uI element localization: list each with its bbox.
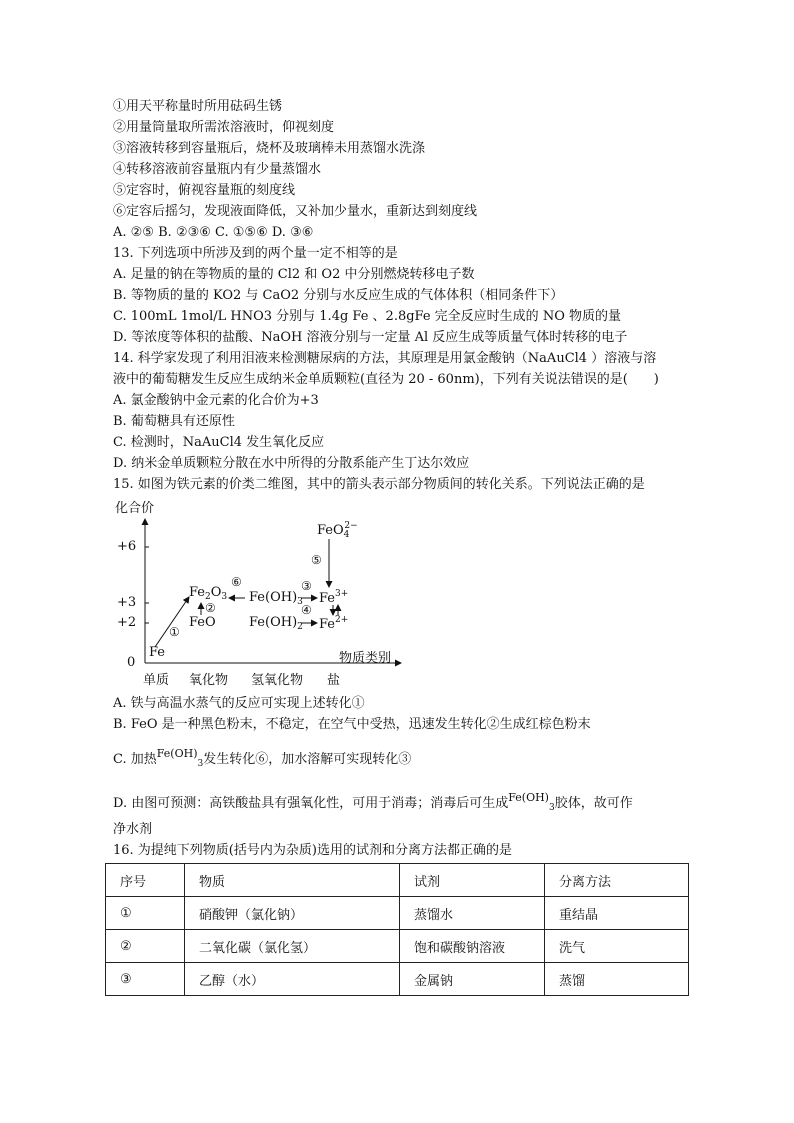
q13-stem: 13. 下列选项中所涉及到的两个量一定不相等的是 xyxy=(113,246,398,261)
node-fe: Fe xyxy=(149,645,166,660)
q15-option-b: B. FeO 是一种黑色粉末，不稳定，在空气中受热，迅速发生转化②生成红棕色粉末 xyxy=(113,717,591,732)
y-axis-title: 化合价 xyxy=(115,501,155,516)
category-salt: 盐 xyxy=(327,673,341,688)
arrow-1 xyxy=(155,597,189,647)
item-2: ②用量筒量取所需浓溶液时，仰视刻度 xyxy=(113,120,335,135)
node-fe3: $Fe^{3+}$ xyxy=(319,589,349,606)
purification-table xyxy=(105,863,689,996)
label-1: ① xyxy=(169,625,180,639)
label-5: ⑤ xyxy=(311,553,322,567)
item-6: ⑥定容后摇匀，发现液面降低，又补加少量水，重新达到刻度线 xyxy=(113,204,478,219)
table-header-row xyxy=(106,864,689,897)
label-6: ⑥ xyxy=(231,575,242,589)
item-1: ①用天平称量时所用砝码生锈 xyxy=(113,99,283,114)
table-row xyxy=(106,897,689,930)
category-hydroxide: 氢氧化物 xyxy=(251,673,304,688)
node-feo4: FeO$_4^{2-}$ xyxy=(317,521,358,540)
table-row xyxy=(106,930,689,963)
item-5: ⑤定容时，俯视容量瓶的刻度线 xyxy=(113,183,296,198)
table-cell: 洗气 xyxy=(545,930,689,963)
item-4: ④转移溶液前容量瓶内有少量蒸馏水 xyxy=(113,162,322,177)
q15-option-a: A. 铁与高温水蒸气的反应可实现上述转化① xyxy=(113,696,365,711)
table-cell: 金属钠 xyxy=(400,963,545,996)
tick-plus2: +2 xyxy=(117,615,137,630)
q14-option-a: A. 氯金酸钠中金元素的化合价为+3 xyxy=(113,393,319,408)
table-cell: ③ xyxy=(106,963,185,996)
q15-stem: 15. 如图为铁元素的价类二维图，其中的箭头表示部分物质间的转化关系。下列说法正确的是 xyxy=(113,477,645,492)
table-cell: 蒸馏 xyxy=(545,963,689,996)
q13-option-b: B. 等物质的量的 KO2 与 CaO2 分别与水反应生成的气体体积（相同条件下） xyxy=(113,288,564,303)
table-cell: 重结晶 xyxy=(545,897,689,930)
label-3: ③ xyxy=(301,579,312,593)
table-header: 试剂 xyxy=(400,864,545,897)
q16-stem: 16. 为提纯下列物质(括号内为杂质)选用的试剂和分离方法都正确的是 xyxy=(113,843,512,858)
table-cell: 硝酸钾（氯化钠） xyxy=(185,897,400,930)
table-header: 序号 xyxy=(106,864,185,897)
label-4: ④ xyxy=(301,603,312,617)
tick-zero: 0 xyxy=(127,655,136,670)
document-page xyxy=(113,96,693,996)
label-2: ② xyxy=(205,601,216,615)
tick-plus3: +3 xyxy=(117,595,137,610)
q12-options: A. ②⑤ B. ②③⑥ C. ①⑤⑥ D. ③⑥ xyxy=(113,225,314,240)
node-fe2o3: $Fe_2O_3$ xyxy=(189,585,228,602)
node-feo: FeO xyxy=(189,615,216,630)
tick-plus6: +6 xyxy=(117,539,137,554)
node-feoh3: $Fe(OH)_3$ xyxy=(249,590,303,607)
q14-option-b: B. 葡萄糖具有还原性 xyxy=(113,414,235,429)
q13-option-c: C. 100mL 1mol/L HNO3 分别与 1.4g Fe 、2.8gFe 完全反应时生成的 NO 物质的量 xyxy=(113,309,621,324)
q14-stem-line1: 14. 科学家发现了利用泪液来检测糖尿病的方法，其原理是用氯金酸钠（NaAuCl4 ）溶液与溶 xyxy=(113,351,657,366)
q15-option-d-cont: 净水剂 xyxy=(113,822,153,837)
table-cell: ② xyxy=(106,930,185,963)
q14-option-d: D. 纳米金单质颗粒分散在水中所得的分散系能产生丁达尔效应 xyxy=(113,456,470,471)
q14-stem-line2: 液中的葡萄糖发生反应生成纳米金单质颗粒(直径为 20 - 60nm)，下列有关说法错误的是( ) xyxy=(113,372,659,387)
iron-valence-diagram xyxy=(113,497,413,689)
table-cell: 二氧化碳（氯化氢） xyxy=(185,930,400,963)
item-3: ③溶液转移到容量瓶后，烧杯及玻璃棒未用蒸馏水洗涤 xyxy=(113,141,426,156)
category-element: 单质 xyxy=(143,673,170,688)
q15-option-d: D. 由图可预测：高铁酸盐具有强氧化性，可用于消毒；消毒后可生成$^{Fe(OH)}_3$胶体，故可作 xyxy=(113,791,633,813)
table-cell: ① xyxy=(106,897,185,930)
table-cell: 蒸馏水 xyxy=(400,897,545,930)
node-feoh2: $Fe(OH)_2$ xyxy=(249,615,303,632)
table-cell: 乙醇（水） xyxy=(185,963,400,996)
category-oxide: 氧化物 xyxy=(189,673,229,688)
node-fe2: $Fe^{2+}$ xyxy=(319,615,349,632)
q13-option-a: A. 足量的钠在等物质的量的 Cl2 和 O2 中分别燃烧转移电子数 xyxy=(113,267,475,282)
table-header: 分离方法 xyxy=(545,864,689,897)
q15-option-c: C. 加热$^{Fe(OH)}_3$发生转化⑥，加水溶解可实现转化③ xyxy=(113,747,412,769)
q13-option-d: D. 等浓度等体积的盐酸、NaOH 溶液分别与一定量 Al 反应生成等质量气体时转移的电子 xyxy=(113,330,628,345)
table-row xyxy=(106,963,689,996)
table-cell: 饱和碳酸钠溶液 xyxy=(400,930,545,963)
table-header: 物质 xyxy=(185,864,400,897)
x-axis-title: 物质类别 xyxy=(339,651,392,666)
q14-option-c: C. 检测时，NaAuCl4 发生氧化反应 xyxy=(113,435,325,450)
